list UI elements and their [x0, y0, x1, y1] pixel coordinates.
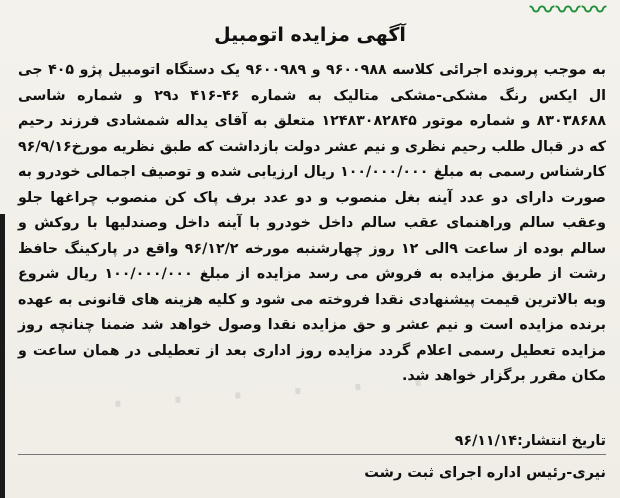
issuer-signature: نیری-رئیس اداره اجرای ثبت رشت — [364, 465, 606, 481]
notice-body: به موجب پرونده اجرائی کلاسه ۹۶۰۰۹۸۸ و ۹۶۰۰۹۸۹ یک دستگاه اتومبیل پژو ۴۰۵ جی ال ایکس رنگ مشکی-مشکی متالیک به شماره ۴۶-۴۱۶ د۲۹ و شماره شاسی ۸۳۰۳۸۶۸۸ و شماره موتور ۱۲۴۸۳۰۸۲۸۴۵ متعلق به آقای یداله شمشادی فرزند رحیم که در قبال طلب رحیم نظری و نیم عشر دولت بازداشت که طبق نظریه مورخ۹۶/۹/۱۶ کارشناس رسمی به مبلغ ۱۰۰/۰۰۰/۰۰۰ ریال ارزیابی شده و توصیف اجمالی خودرو به صورت دارای دو عدد آینه بغل منصوب و دو عدد برف پاک کن منصوب چراغها جلو وعقب سالم وراهنمای عقب سالم داخل خودرو با آینه داخل وصندلیها با روکش و سالم بوده از ساعت ۹الی ۱۲ روز چهارشنبه مورخه ۹۶/۱۲/۲ واقع در پارکینگ حافظ رشت از طریق مزایده به فروش می رسد مزایده از مبلغ ۱۰۰/۰۰۰/۰۰۰ ریال شروع وبه بالاترین قیمت پیشنهادی نقدا فروخته می شود و کلیه هزینه های قانونی به عهده برنده مزایده است و نیم عشر و حق مزایده نقدا وصول خواهد شد ضمنا چنانچه روز مزایده تعطیل رسمی اعلام گردد مزایده روز اداری بعد از تعطیلی در همان ساعت و مکان مقرر برگزار خواهد شد. — [18, 62, 607, 384]
handwritten-scribble: 〰〰〰 — [530, 0, 608, 24]
faded-phone-watermark: · · · · · · — [104, 359, 438, 429]
notice-title: آگهی مزایده اتومبیل — [214, 24, 406, 46]
separator-line — [18, 454, 606, 455]
publish-date: تاریخ انتشار:۹۶/۱۱/۱۴ — [454, 433, 606, 449]
scan-edge-bar — [0, 214, 5, 498]
